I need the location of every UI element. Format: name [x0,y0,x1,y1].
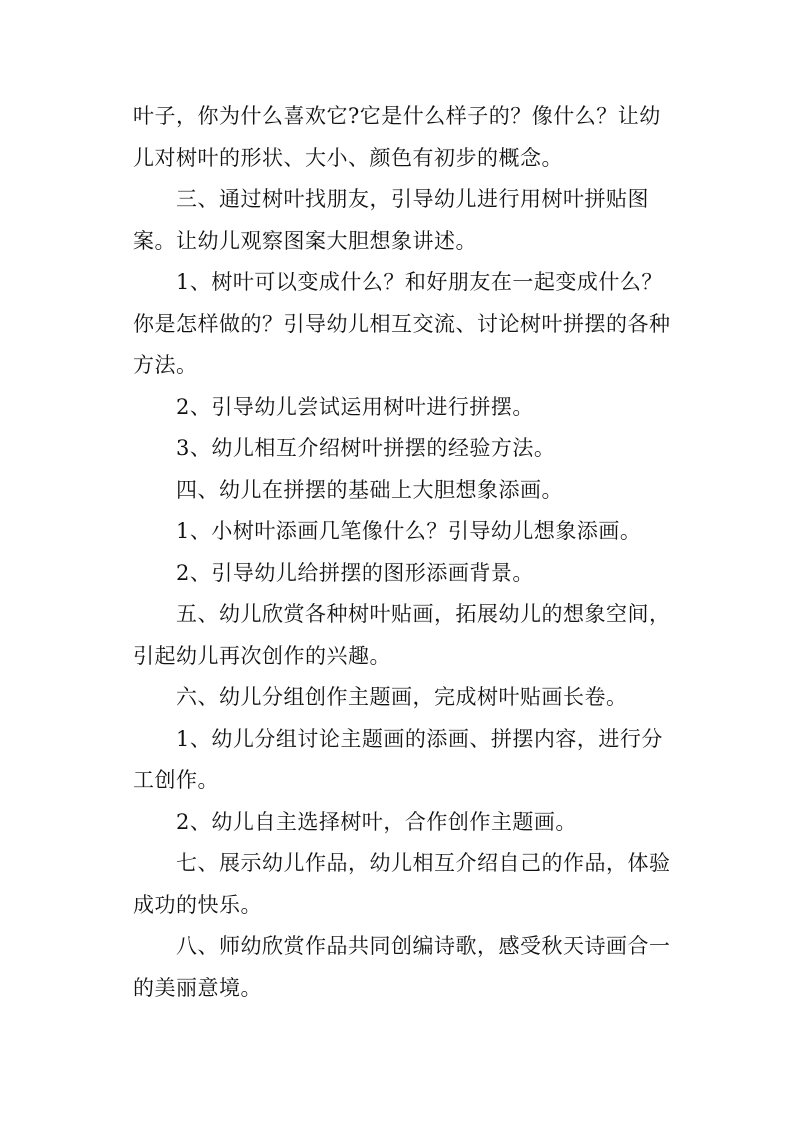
paragraph-item: 2、引导幼儿给拼摆的图形添画背景。 [176,560,534,585]
paragraph-section-three: 三、通过树叶找朋友，引导幼儿进行用树叶拼贴图案。让幼儿观察图案大胆想象讲述。 [133,187,649,253]
paragraph-section-six: 六、幼儿分组创作主题画，完成树叶贴画长卷。 [176,685,628,709]
paragraph-item: 2、引导幼儿尝试运用树叶进行拼摆。 [176,394,534,419]
paragraph-item: 1、小树叶添画几笔像什么？引导幼儿想象添画。 [176,519,642,543]
paragraph-item: 1、幼儿分组讨论主题画的添画、拼摆内容，进行分工创作。 [133,726,663,792]
paragraph-section-five: 五、幼儿欣赏各种树叶贴画，拓展幼儿的想象空间，引起幼儿再次创作的兴趣。 [133,602,671,668]
paragraph-section-eight: 八、师幼欣赏作品共同创编诗歌，感受秋天诗画合一的美丽意境。 [133,934,671,1000]
paragraph-item: 1、树叶可以变成什么？和好朋友在一起变成什么？你是怎样做的？引导幼儿相互交流、讨论树叶拼摆的各种方法。 [133,270,671,377]
paragraph-continued: 叶子，你为什么喜欢它?它是什么样子的？像什么？让幼儿对树叶的形状、大小、颜色有初步的概念。 [133,104,661,170]
paragraph-section-seven: 七、展示幼儿作品，幼儿相互介绍自己的作品，体验成功的快乐。 [133,851,671,917]
document-body [133,96,678,1009]
paragraph-item: 2、幼儿自主选择树叶，合作创作主题画。 [176,809,577,834]
paragraph-section-four: 四、幼儿在拼摆的基础上大胆想象添画。 [176,477,563,502]
paragraph-item: 3、幼儿相互介绍树叶拼摆的经验方法。 [176,436,556,460]
